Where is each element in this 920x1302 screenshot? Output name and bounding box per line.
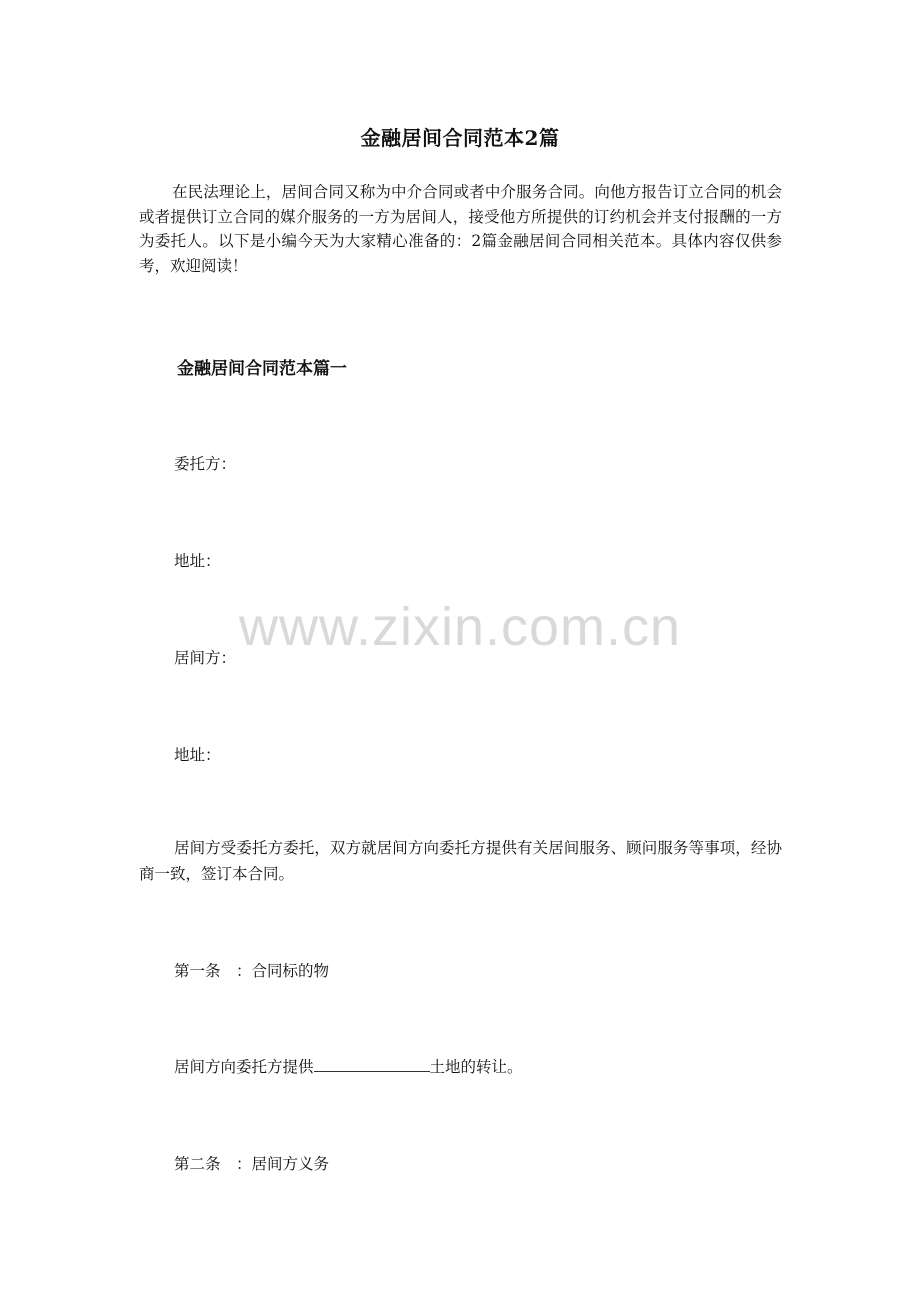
intermediary-address-label: 地址： <box>174 746 221 764</box>
article1-prefix: 居间方向委托方提供 <box>174 1058 314 1076</box>
article1-clause <box>174 1055 523 1077</box>
article2-heading: 第二条 ：居间方义务 <box>174 1155 330 1173</box>
watermark: www.zixin.com.cn <box>238 597 682 657</box>
agreement-paragraph: 居间方受委托方委托，双方就居间方向委托方提供有关居间服务、顾问服务等事项，经协商一致，签订本合同。 <box>139 839 782 883</box>
blank-underline <box>314 1057 430 1072</box>
article1-suffix: 土地的转让。 <box>429 1058 523 1076</box>
principal-label: 委托方： <box>174 455 237 473</box>
principal-address-label: 地址： <box>174 552 221 570</box>
article1-heading: 第一条 ：合同标的物 <box>174 962 330 980</box>
intro-paragraph: 在民法理论上，居间合同又称为中介合同或者中介服务合同。向他方报告订立合同的机会或者提供订立合同的媒介服务的一方为居间人，接受他方所提供的订约机会并支付报酬的一方为委托人。以下是小编今天为大家精心准备的：2篇金融居间合同相关范本。具体内容仅供参考，欢迎阅读！ <box>139 183 782 275</box>
intermediary-label: 居间方： <box>174 649 237 667</box>
section-heading: 金融居间合同范本篇一 <box>177 359 347 379</box>
document-title: 金融居间合同范本2篇 <box>360 126 560 150</box>
